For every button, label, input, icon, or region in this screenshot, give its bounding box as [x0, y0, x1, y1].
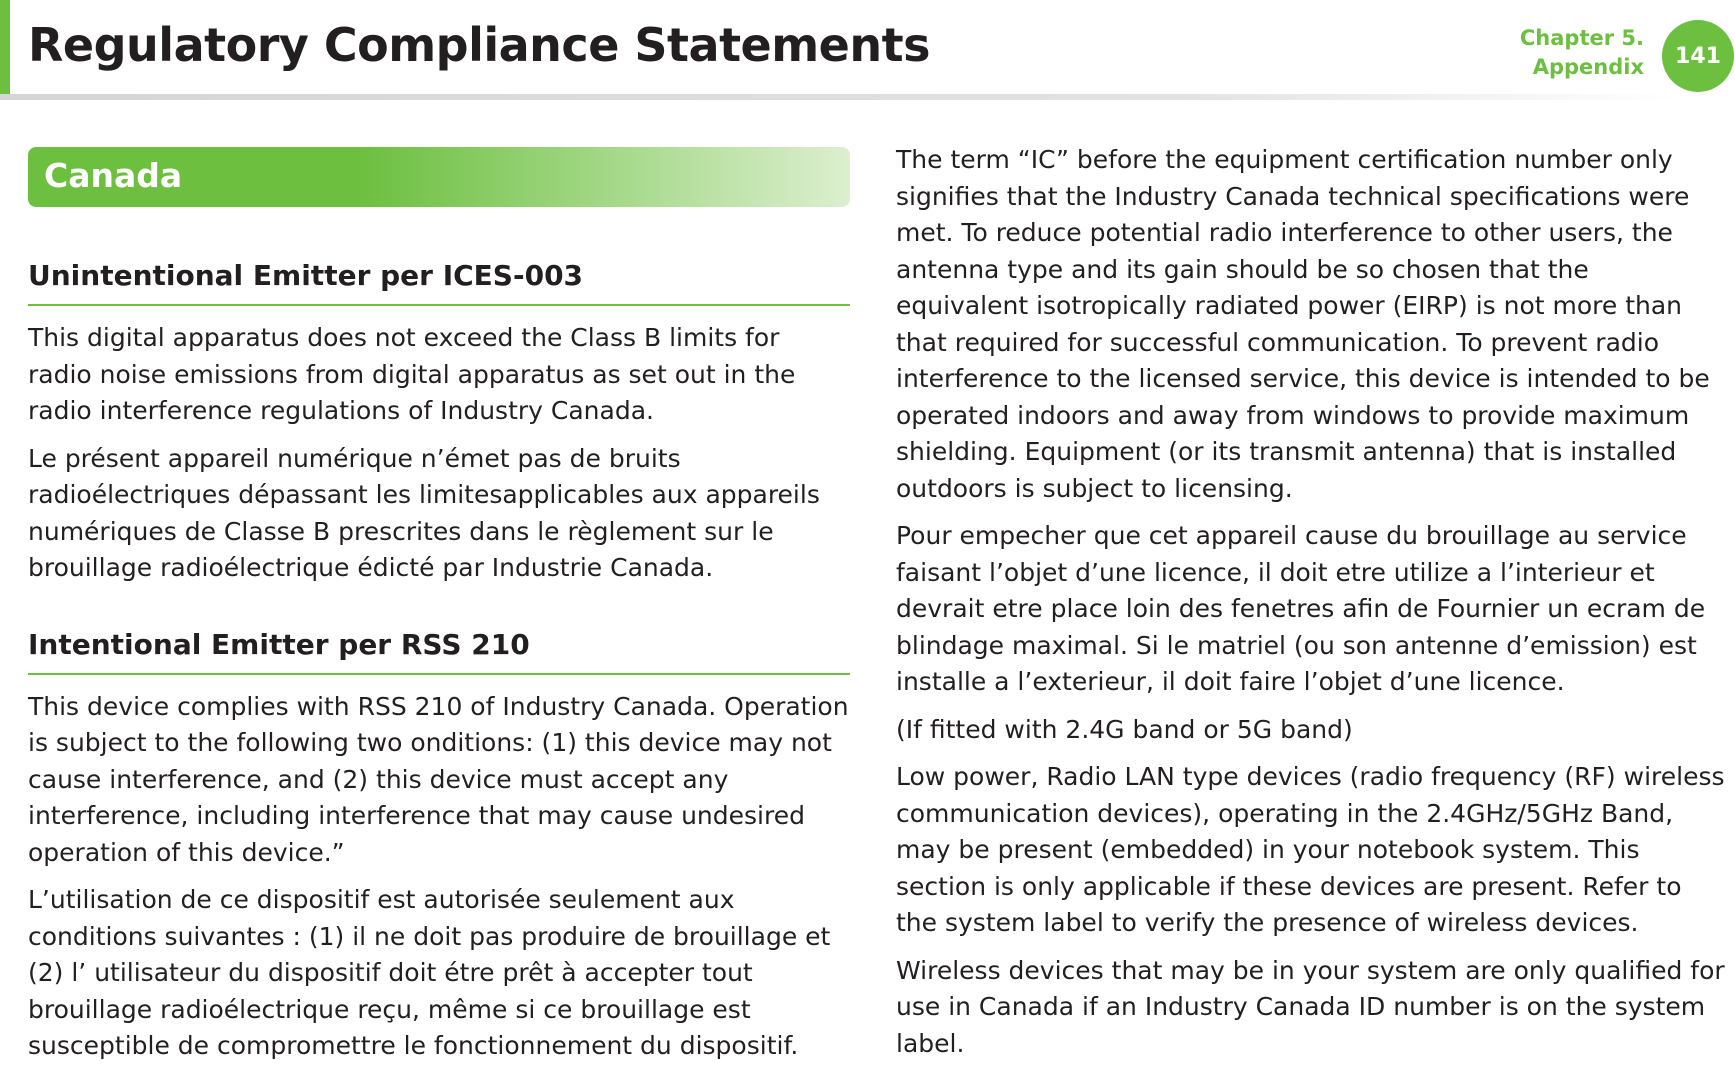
page-title: Regulatory Compliance Statements	[28, 18, 931, 72]
paragraph-ic-term: The term “IC” before the equipment certification number only signifies that the Industry Canada technical specifications were met. To reduce potential radio interference to other users, the antenna type and its gain should be so chosen that the equivalent isotropically radiated power (EIRP) is not more than that required for successful communication. To prevent radio interference to the licensed service, this device is intended to be operated indoors and away from windows to provide maximum shielding. Equipment (or its transmit antenna) that is installed outdoors is subject to licensing.	[896, 145, 1710, 503]
paragraph-rss-french: L’utilisation de ce dispositif est autorisée seulement aux conditions suivantes : (1) il ne doit pas produire de brouillage et (2) l’ utilisateur du dispositif doit étre prêt à accepter tout brouillage radioélectrique reçu, même si ce brouillage est susceptible de compromettre le fonctionnement du dispositif.	[28, 885, 831, 1060]
subsection-heading-rss: Intentional Emitter per RSS 210	[28, 619, 850, 675]
chapter-label	[1520, 24, 1644, 82]
page-number-badge	[1662, 20, 1734, 92]
accent-bar	[0, 0, 10, 96]
subsection-heading-ices: Unintentional Emitter per ICES-003	[28, 250, 850, 306]
header-divider	[0, 94, 1680, 100]
paragraph-rss-english: This device complies with RSS 210 of Industry Canada. Operation is subject to the following two onditions: (1) this device may not cause interference, and (2) this device must accept any interference, including interference that may cause undesired operation of this device.”	[28, 691, 849, 867]
right-column	[896, 142, 1726, 1073]
paragraph-wireless-qualified: Wireless devices that may be in your system are only qualified for use in Canada if an Industry Canada ID number is on the system label.	[896, 955, 1725, 1058]
page-number: 141	[1675, 43, 1721, 69]
section-banner	[28, 147, 850, 207]
chapter-number: Chapter 5.	[1519, 26, 1644, 50]
paragraph-band-note: (If fitted with 2.4G band or 5G band)	[896, 714, 1353, 744]
paragraph-radio-lan: Low power, Radio LAN type devices (radio frequency (RF) wireless communication devices), operating in the 2.4GHz/5GHz Band, may be present (embedded) in your notebook system. This section is only applicable if these devices are present. Refer to the system label to verify the presence of wireless devices.	[896, 762, 1725, 937]
paragraph-ices-english: This digital apparatus does not exceed the Class B limits for radio noise emissions from digital apparatus as set out in the radio interference regulations of Industry Canada.	[28, 323, 796, 425]
paragraph-ic-french: Pour empecher que cet appareil cause du brouillage au service faisant l’objet d’une licence, il doit etre utilize a l’interieur et devrait etre place loin des fenetres afin de Fournier un ecram de blindage maximal. Si le matriel (ou son antenne d’emission) est installe a l’exterieur, il doit faire l’objet d’une licence.	[896, 521, 1706, 696]
left-column	[28, 250, 850, 1076]
chapter-title: Appendix	[1532, 55, 1644, 79]
paragraph-ices-french: Le présent appareil numérique n’émet pas de bruits radioélectriques dépassant les limitesapplicables aux appareils numériques de Classe B prescrites dans le règlement sur le brouillage radioélectrique édicté par Industrie Canada.	[28, 443, 820, 582]
section-title: Canada	[44, 156, 183, 195]
